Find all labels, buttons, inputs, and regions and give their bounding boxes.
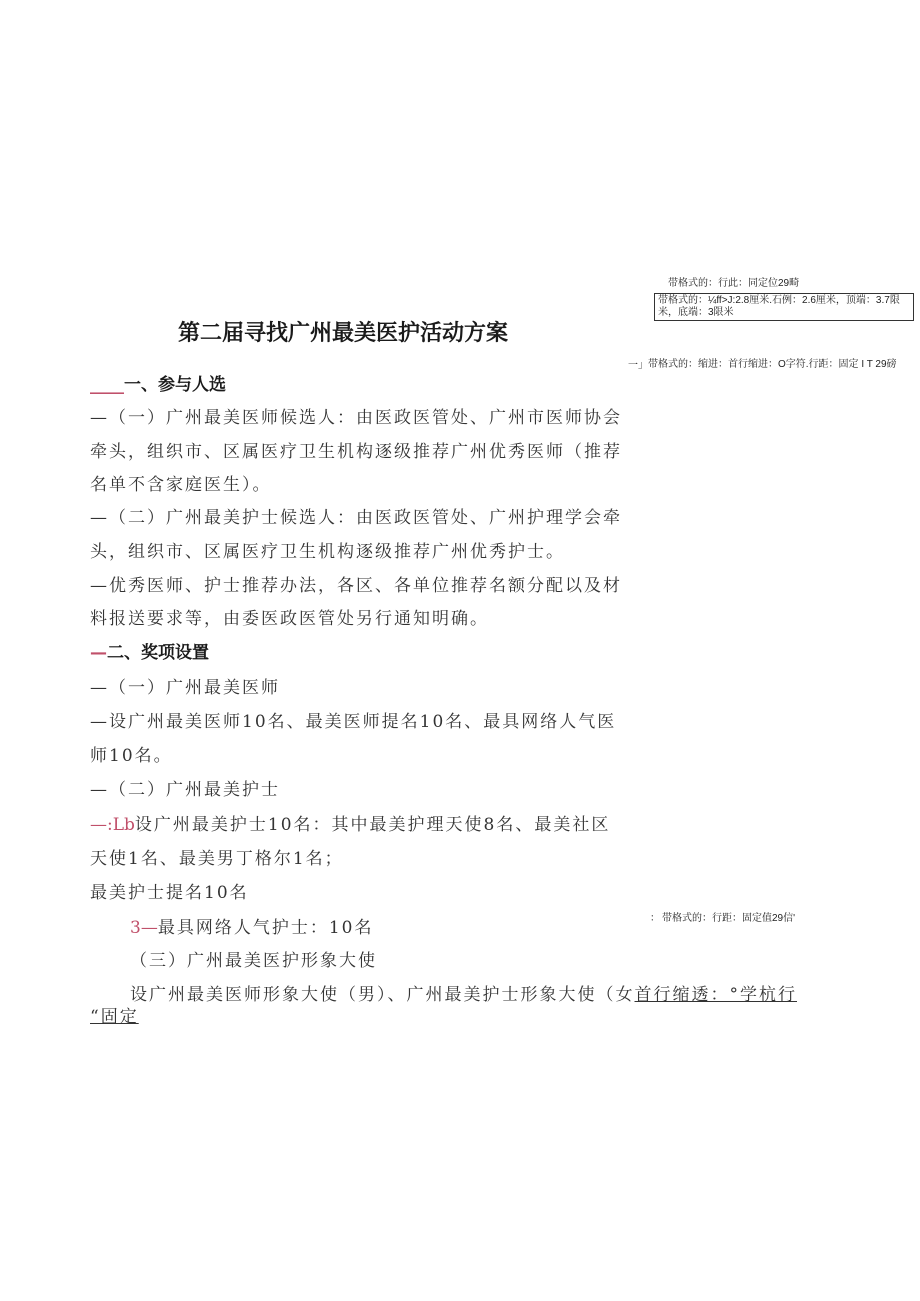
paragraph-1-line-2: 牵头，组织市、区属医疗卫生机构逐级推荐广州优秀医师（推荐 [90, 442, 622, 462]
heading-marker: — [90, 643, 107, 663]
paragraph-3-line-2: 料报送要求等，由委医政医管处另行通知明确。 [90, 609, 489, 629]
paragraph-5-line-1 [90, 707, 616, 732]
paragraph-3-line-1 [90, 571, 622, 596]
list-number: 3— [130, 918, 158, 938]
heading-text: 二、奖项设置 [107, 643, 209, 663]
line-text: （二）广州最美护士候选人：由医政医管处、广州护理学会牵 [109, 508, 622, 528]
line-text: （一）广州最美医师 [109, 678, 280, 698]
page-title: 第二届寻找广州最美医护活动方案 [178, 321, 509, 346]
line-dash: — [90, 508, 109, 528]
paragraph-2-line-1 [90, 503, 622, 528]
line-dash: — [90, 712, 109, 732]
paragraph-8: 最美护士提名10名 [90, 883, 249, 903]
format-note-2: 带格式的：¼ff>J:2.8厘米.石例：2.6厘米，顶端：3.7限米，底端：3限米 [654, 293, 914, 321]
paragraph-7-line-1 [90, 810, 610, 835]
format-note-3-marker: 一」 [628, 360, 648, 371]
paragraph-1-line-1 [90, 403, 622, 428]
line-text: 优秀医师、护士推荐办法，各区、各单位推荐名额分配以及材 [109, 576, 622, 596]
paragraph-7-line-2: 天使1名、最美男丁格尔1名； [90, 849, 344, 869]
paragraph-10: （三）广州最美医护形象大使 [130, 951, 377, 971]
heading-marker: ____ [90, 375, 124, 395]
paragraph-6 [90, 775, 280, 800]
line-dash: — [90, 780, 109, 800]
paragraph-4 [90, 673, 280, 698]
paragraph-9 [130, 913, 373, 938]
line-dash: — [90, 678, 109, 698]
paragraph-2-line-2: 头，组织市、区属医疗卫生机构逐级推荐广州优秀护士。 [90, 542, 565, 562]
format-note-1: 带格式的：行此：同定位29畸 [668, 278, 800, 289]
paragraph-11-line-2: “固定 [90, 1007, 139, 1027]
format-note-4-marker: ： [650, 913, 660, 924]
paragraph-1-line-3: 名单不含家庭医生）。 [90, 475, 272, 495]
line-dash: — [90, 408, 109, 428]
line-text: 设广州最美医师10名、最美医师提名10名、最具网络人气医 [109, 712, 617, 732]
heading-text: 一、参与人选 [124, 375, 226, 395]
format-note-4: 带格式的：行距：固定值29信' [662, 913, 796, 924]
line-text: （二）广州最美护士 [109, 780, 280, 800]
section-heading-2 [90, 638, 209, 663]
line-marker: —:Lb [90, 815, 135, 835]
paragraph-5-line-2: 师10名。 [90, 746, 173, 766]
line-text: 最具网络人气护士：10名 [157, 918, 374, 938]
line-text: （一）广州最美医师候选人：由医政医管处、广州市医师协会 [109, 408, 622, 428]
line-text: 设广州最美医师形象大使（男）、广州最美护士形象大使（女 [130, 985, 635, 1005]
paragraph-11-line-1 [130, 980, 797, 1005]
line-dash: — [90, 576, 109, 596]
section-heading-1 [90, 370, 226, 395]
line-text: 设广州最美护士10名：其中最美护理天使8名、最美社区 [134, 815, 611, 835]
format-trail: 首行缩透：°学杭行 [634, 985, 797, 1005]
format-note-3: 带格式的：缩进：首行缩进：O字符.行距：固定 I T 29磅 [648, 359, 897, 370]
